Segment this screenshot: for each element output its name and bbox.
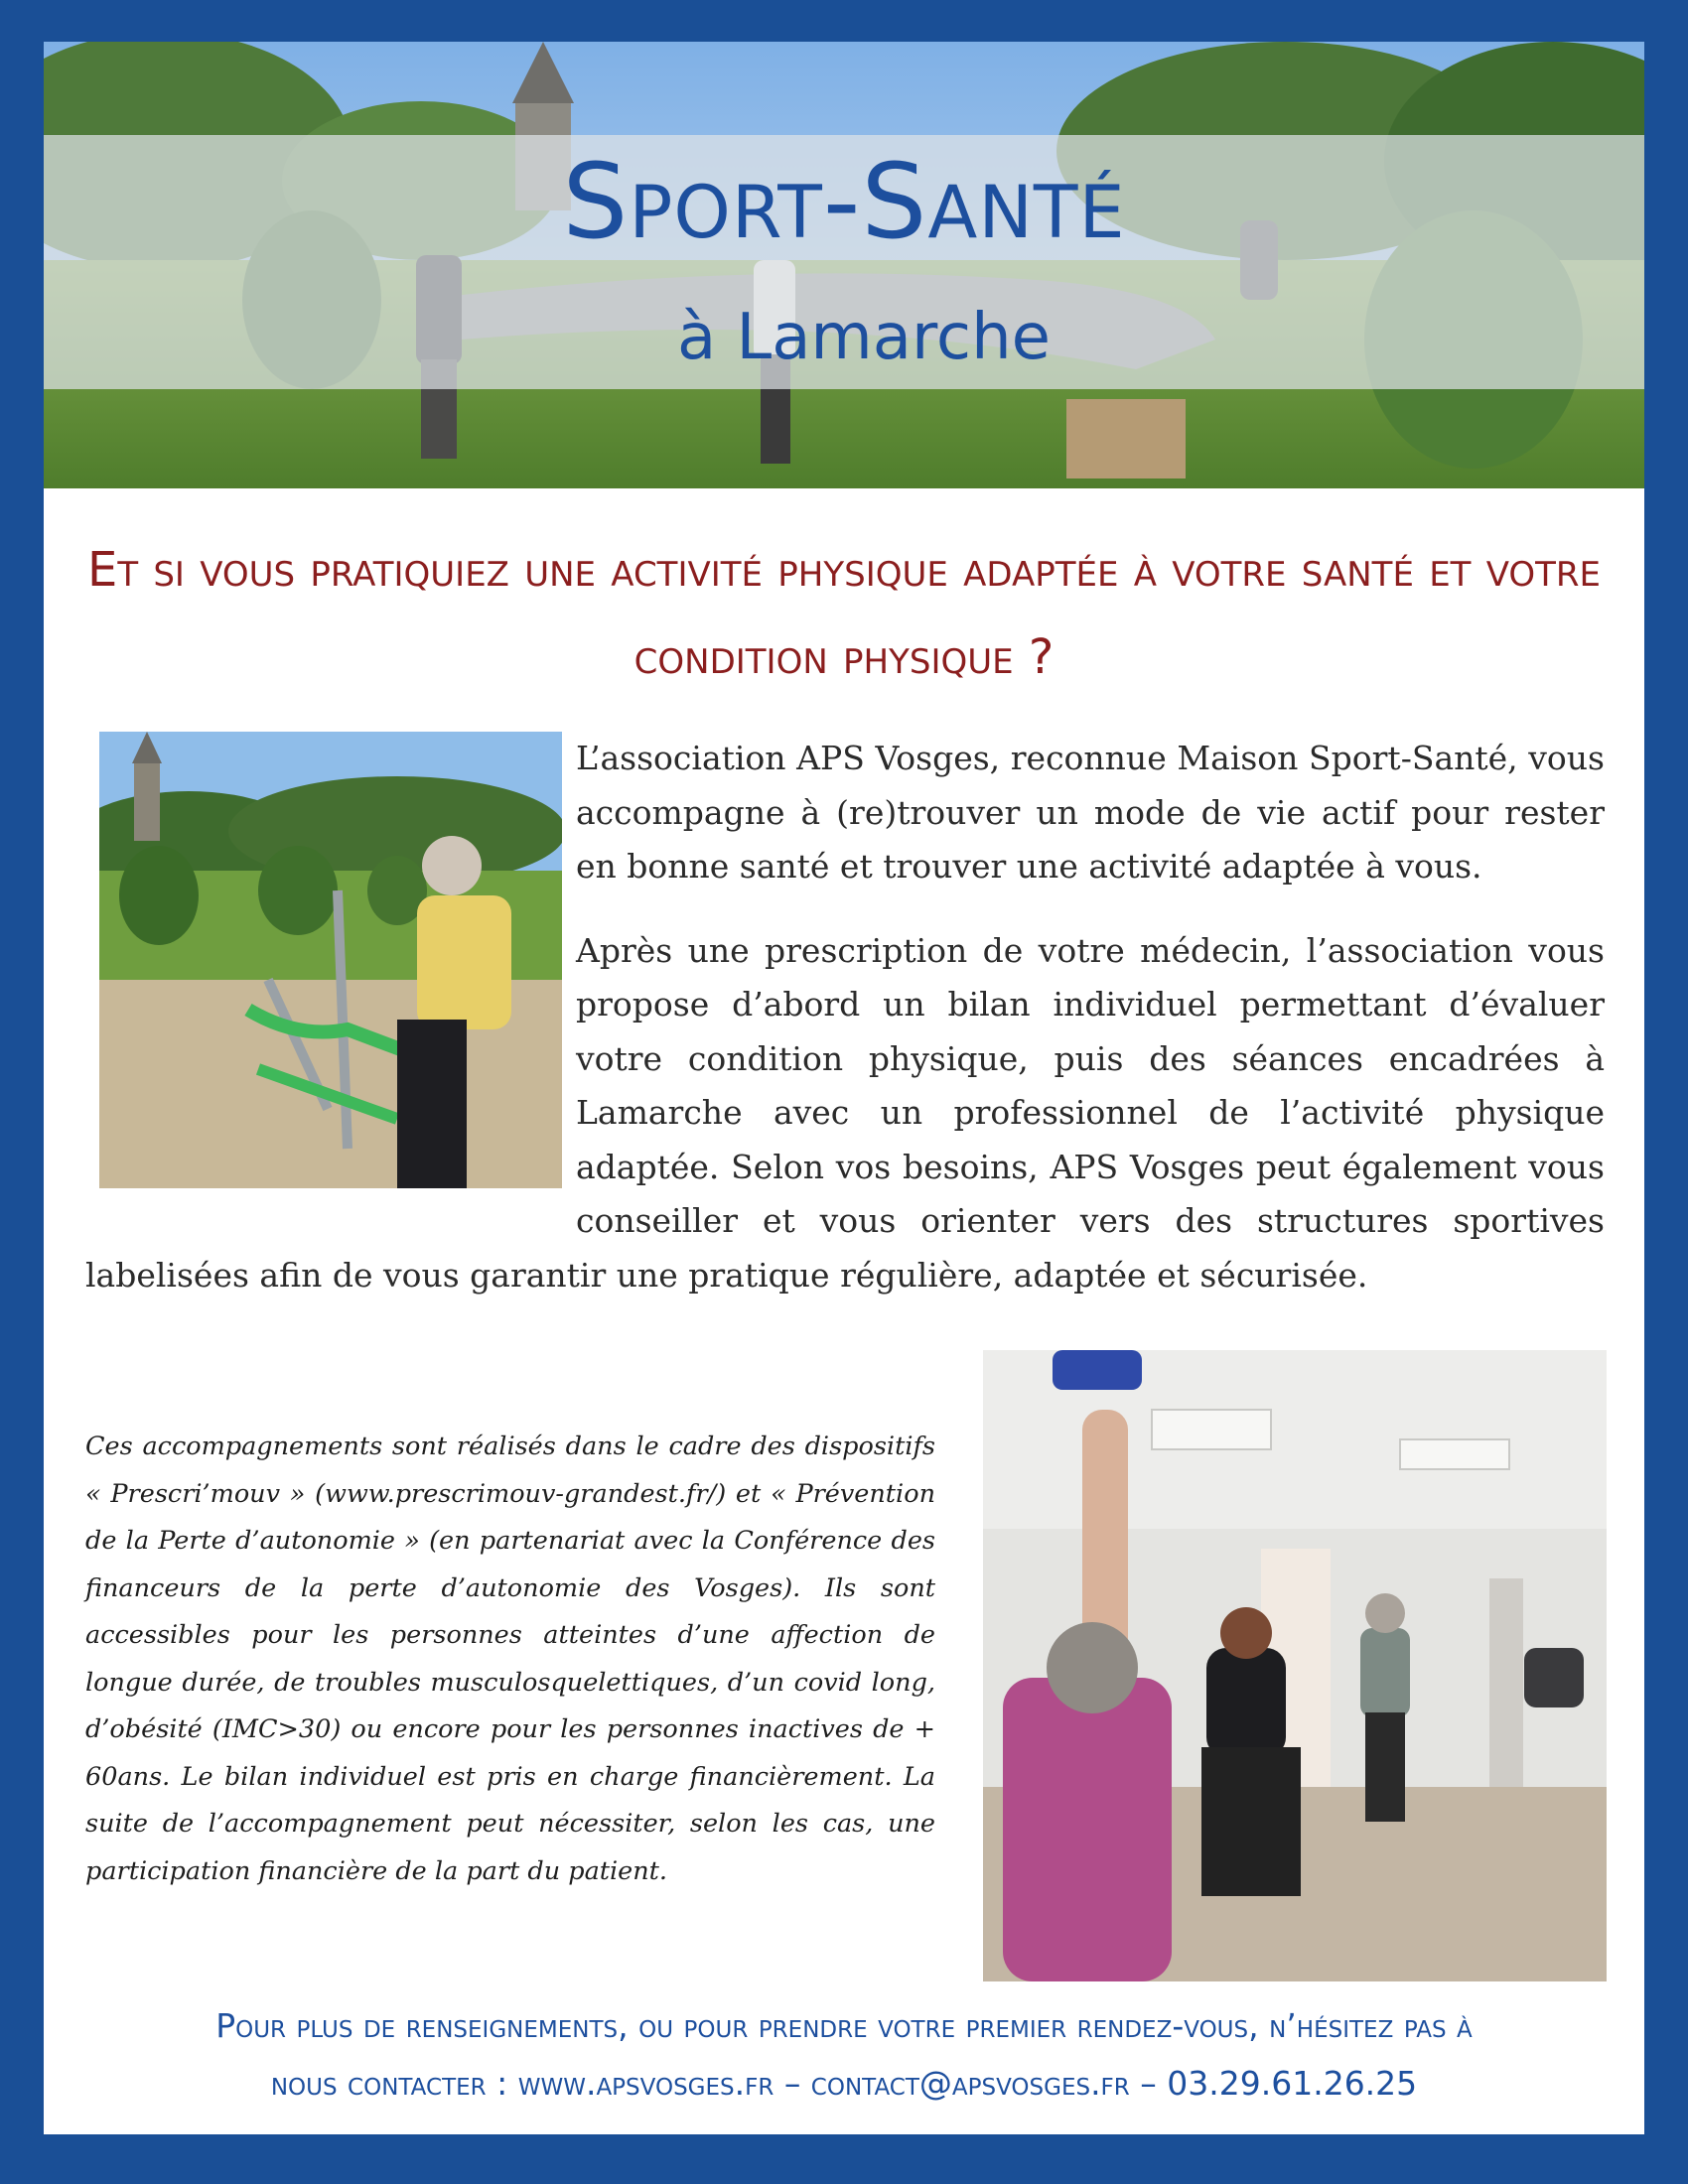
banner	[44, 42, 1644, 488]
footer-line-2: nous contacter : www.apsvosges.fr – contact@apsvosges.fr – 03.29.61.26.25	[270, 2064, 1418, 2103]
intro-paragraph-2: Après une prescription de votre médecin, l’association vous propose d’abord un bilan individuel permettant d’évaluer votre condition physique, puis des séances encadrées à Lamarche avec un professionnel de l’activité physique adaptée. Selon vos besoins, APS Vosges peut également vous conseiller et vous orienter vers des structures sportives labelisées afin de vous garantir une pratique régulière, adaptée et sécurisée.	[85, 930, 1605, 1295]
eligibility-note: Ces accompagnements sont réalisés dans le cadre des dispositifs « Prescri’mouv » (www.prescrimouv-grandest.fr/) et « Prévention de la Perte d’autonomie » (en partenariat avec la Conférence des financeurs de la perte d’autonomie des Vosges). Ils sont accessibles pour les personnes atteintes d’une affection de longue durée, de troubles musculosquelettiques, d’un covid long, d’obésité (IMC>30) ou encore pour les personnes inactives de + 60ans. Le bilan individuel est pris en charge financièrement. La suite de l’accompagnement peut nécessiter, selon les cas, une participation financière de la part du patient.	[85, 1432, 935, 1886]
indoor-exercise-photo	[983, 1350, 1607, 1981]
footer-line-1: Pour plus de renseignements, ou pour prendre votre premier rendez-vous, n’hésitez pas à	[215, 2006, 1473, 2045]
contact-footer	[44, 1997, 1644, 2113]
headline: Et si vous pratiquiez une activité physique adaptée à votre santé et votre condition physique ?	[86, 542, 1601, 685]
outdoor-exercise-photo	[99, 732, 562, 1188]
banner-subtitle: à Lamarche	[676, 301, 1052, 374]
flyer-page	[44, 42, 1644, 2134]
intro-paragraph-1: L’association APS Vosges, reconnue Maison Sport-Santé, vous accompagne à (re)trouver un mode de vie actif pour rester en bonne santé et trouver une activité adaptée à vous.	[576, 739, 1605, 886]
banner-title: Sport-Santé	[562, 141, 1126, 262]
